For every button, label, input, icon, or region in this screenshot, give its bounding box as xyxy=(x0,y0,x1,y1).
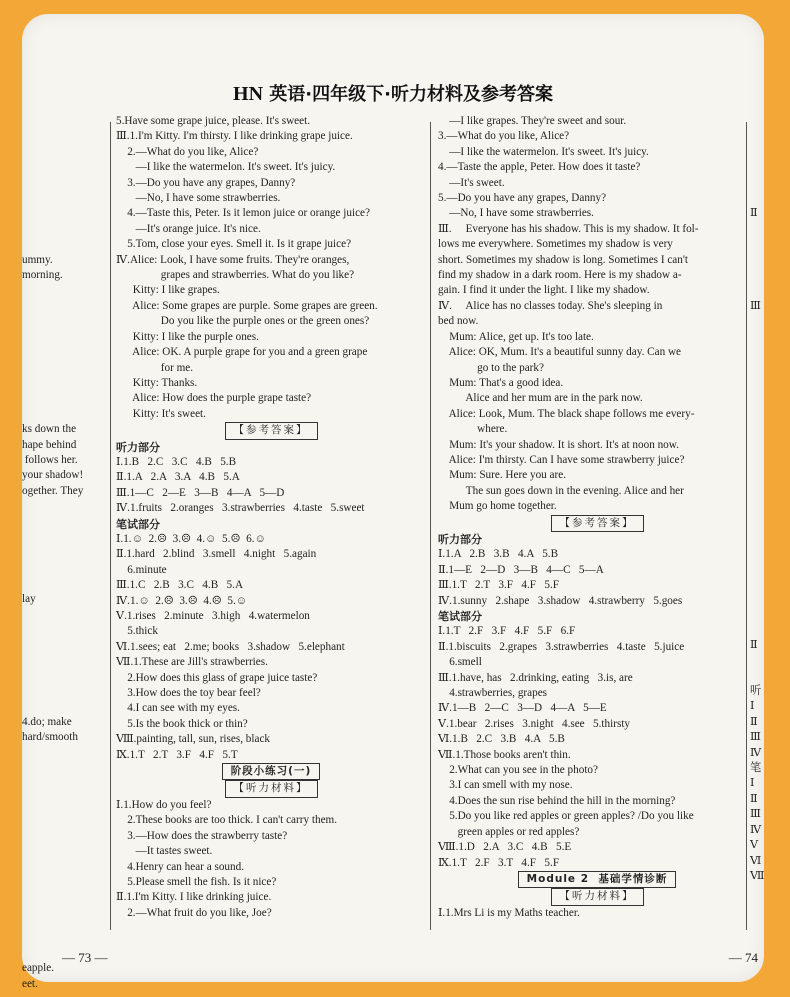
text-line: 3.—What do you like, Alice? xyxy=(438,130,570,143)
text-line xyxy=(750,314,770,329)
text-line: Kitty: Thanks. xyxy=(116,376,198,389)
text-line: Ⅱ.1.hard 2.blind 3.smell 4.night 5.again xyxy=(116,548,317,561)
text-line: bed now. xyxy=(438,315,479,328)
text-line: Mum: Alice, get up. It's too late. xyxy=(438,330,594,343)
text-line: lows me everywhere. Sometimes my shadow is very xyxy=(438,238,673,251)
text-line: Ⅲ. Everyone has his shadow. This is my shadow. It fol- xyxy=(438,222,699,235)
text-line: 5.Have some grape juice, please. It's sweet. xyxy=(116,115,310,127)
text-line xyxy=(22,345,102,360)
text-line xyxy=(22,622,102,637)
text-line: go to the park? xyxy=(438,361,544,374)
text-line xyxy=(22,160,102,175)
text-line: Kitty: I like the purple ones. xyxy=(116,330,259,343)
text-line: follows her. xyxy=(22,453,78,466)
text-line: 3.I can smell with my nose. xyxy=(438,779,573,792)
text-line xyxy=(750,176,770,191)
text-line: Ⅳ.1—B 2—C 3—D 4—A 5—E xyxy=(438,702,607,715)
page-header xyxy=(22,80,764,106)
text-line: 4.—Taste this, Peter. Is it lemon juice or orange juice? xyxy=(116,207,370,220)
text-line: your shadow! xyxy=(22,469,84,482)
text-line: Ⅶ.1.Those books aren't thin. xyxy=(438,748,571,761)
text-line: Ⅱ.1—E 2—D 3—B 4—C 5—A xyxy=(438,563,604,576)
text-line xyxy=(22,330,102,345)
section-box-label: 【听力材料】 xyxy=(551,888,644,905)
text-line: 5.—Do you have any grapes, Danny? xyxy=(438,192,607,205)
text-line: 3.How does the toy bear feel? xyxy=(116,687,261,700)
text-line xyxy=(22,299,102,314)
text-line: Ⅳ.Alice: Look, I have some fruits. They're oranges, xyxy=(116,253,350,266)
text-line xyxy=(750,468,770,483)
column-divider xyxy=(430,122,431,930)
text-line: —No, I have some strawberries. xyxy=(438,207,594,220)
text-line: Ⅱ xyxy=(750,207,758,220)
text-line: Mum go home together. xyxy=(438,500,557,513)
text-line: Ⅳ.1.☺ 2.☹ 3.☹ 4.☹ 5.☺ xyxy=(116,594,248,607)
text-line: 5.Do you like red apples or green apples? /Do you like xyxy=(438,810,694,823)
text-line xyxy=(22,222,102,237)
text-line xyxy=(750,407,770,422)
text-line xyxy=(750,283,770,298)
middle-column xyxy=(116,114,426,921)
text-line xyxy=(750,453,770,468)
text-line: Ⅲ xyxy=(750,731,761,744)
text-line: —I like the watermelon. It's sweet. It's juicy. xyxy=(116,161,336,174)
text-line xyxy=(22,684,102,699)
text-line xyxy=(22,545,102,560)
text-line: Ⅶ xyxy=(750,869,765,882)
text-line xyxy=(22,638,102,653)
text-line: Ⅱ.1.I'm Kitty. I like drinking juice. xyxy=(116,891,272,904)
section-box xyxy=(438,888,756,905)
text-line xyxy=(22,823,102,838)
text-line: green apples or red apples? xyxy=(438,825,580,838)
text-line: —No, I have some strawberries. xyxy=(116,192,281,205)
text-line xyxy=(22,854,102,869)
text-line: Ⅳ.1.fruits 2.oranges 3.strawberries 4.taste 5.sweet xyxy=(116,502,365,515)
text-line xyxy=(22,499,102,514)
text-line xyxy=(22,561,102,576)
text-line: Mum: That's a good idea. xyxy=(438,376,564,389)
text-line: 3.—Do you have any grapes, Danny? xyxy=(116,176,296,189)
text-line: Ⅰ.1.T 2.F 3.F 4.F 5.F 6.F xyxy=(438,625,576,638)
text-line xyxy=(22,669,102,684)
text-line: Ⅷ.1.D 2.A 3.C 4.B 5.E xyxy=(438,841,572,854)
text-line xyxy=(22,407,102,422)
text-line: Ⅸ.1.T 2.T 3.F 4.F 5.T xyxy=(116,748,238,761)
section-heading: 笔试部分 xyxy=(438,610,482,623)
text-line: —It tastes sweet. xyxy=(116,845,213,858)
text-line xyxy=(750,592,770,607)
text-line xyxy=(22,792,102,807)
text-line: 5.thick xyxy=(116,625,158,638)
text-line: Alice: How does the purple grape taste? xyxy=(116,392,312,405)
text-line: Ⅴ.1.rises 2.minute 3.high 4.watermelon xyxy=(116,610,310,622)
text-line xyxy=(22,761,102,776)
text-line: Ⅵ.1.B 2.C 3.B 4.A 5.B xyxy=(438,733,565,746)
text-line xyxy=(22,746,102,761)
text-line: —I like grapes. They're sweet and sour. xyxy=(438,115,627,127)
header-title: 英语·四年级下·听力材料及参考答案 xyxy=(269,84,553,105)
text-line: Ⅳ.1.sunny 2.shape 3.shadow 4.strawberry 5.goes xyxy=(438,594,683,607)
text-line xyxy=(750,438,770,453)
text-line xyxy=(750,484,770,499)
text-line: 4.I can see with my eyes. xyxy=(116,702,240,715)
text-line xyxy=(750,145,770,160)
text-line: 4.Henry can hear a sound. xyxy=(116,860,244,873)
text-line: ks down the xyxy=(22,423,77,436)
text-line xyxy=(750,237,770,252)
text-line: 4.strawberries, grapes xyxy=(438,687,548,700)
section-box xyxy=(116,780,426,797)
text-line: Mum: Sure. Here you are. xyxy=(438,469,567,482)
text-line: —It's sweet. xyxy=(438,176,505,189)
page-number-right: — 74 xyxy=(728,950,758,965)
text-line: morning. xyxy=(22,269,63,282)
text-line xyxy=(22,869,102,884)
text-line xyxy=(750,376,770,391)
text-line xyxy=(750,499,770,514)
text-line xyxy=(22,807,102,822)
text-line: 5.Tom, close your eyes. Smell it. Is it grape juice? xyxy=(116,238,352,251)
text-line xyxy=(22,838,102,853)
text-line: Ⅲ xyxy=(750,808,761,821)
text-line: The sun goes down in the evening. Alice and her xyxy=(438,484,684,497)
text-line xyxy=(22,653,102,668)
text-line xyxy=(750,191,770,206)
text-line: Ⅰ.1.How do you feel? xyxy=(116,798,212,811)
section-heading: 听力部分 xyxy=(438,532,482,546)
text-line: eapple. xyxy=(22,962,54,975)
text-line: Ⅰ xyxy=(750,777,755,790)
text-line xyxy=(22,607,102,622)
text-line xyxy=(22,283,102,298)
text-line: 6.smell xyxy=(438,656,482,669)
text-line: —I like the watermelon. It's sweet. It's juicy. xyxy=(438,145,649,158)
text-line: 4.—Taste the apple, Peter. How does it taste? xyxy=(438,161,641,174)
text-line: 2.What can you see in the photo? xyxy=(438,764,598,777)
text-line: Ⅵ.1.sees; eat 2.me; books 3.shadow 5.elephant xyxy=(116,640,345,653)
text-line xyxy=(22,884,102,899)
text-line: Ⅰ xyxy=(750,700,755,713)
left-page-fragment xyxy=(22,114,102,992)
section-box xyxy=(116,763,426,780)
right-page-fragment xyxy=(750,114,770,884)
text-line: short. Sometimes my shadow is long. Sometimes I can't xyxy=(438,253,688,266)
text-line: 3.—How does the strawberry taste? xyxy=(116,829,288,842)
text-line: grapes and strawberries. What do you like? xyxy=(116,269,355,282)
section-heading: 听力部分 xyxy=(116,440,160,454)
text-line xyxy=(22,129,102,144)
text-line: Ⅱ xyxy=(750,792,758,805)
text-line: —It's orange juice. It's nice. xyxy=(116,222,261,235)
book-spread xyxy=(22,14,765,990)
text-line: hard/smooth xyxy=(22,731,78,744)
text-line: ogether. They xyxy=(22,484,84,497)
text-line: 2.—What fruit do you like, Joe? xyxy=(116,906,272,919)
text-line: Ⅴ xyxy=(750,839,759,852)
text-line: Ⅵ xyxy=(750,854,762,867)
text-line xyxy=(22,515,102,530)
text-line xyxy=(22,900,102,915)
text-line xyxy=(22,376,102,391)
text-line: 4.Does the sun rise behind the hill in the morning? xyxy=(438,794,676,807)
text-line: Ⅲ.1.I'm Kitty. I'm thirsty. I like drinking grape juice. xyxy=(116,130,353,143)
section-box-label: 【听力材料】 xyxy=(225,780,318,797)
text-line xyxy=(22,576,102,591)
section-box-label: 【参考答案】 xyxy=(225,422,318,439)
section-box xyxy=(438,515,756,532)
text-line: 5.Please smell the fish. Is it nice? xyxy=(116,875,277,888)
text-line: Ⅲ xyxy=(750,299,761,312)
text-line xyxy=(750,530,770,545)
page-number-left: — 73 — xyxy=(62,950,108,965)
header-hn: HN xyxy=(233,83,264,105)
text-line xyxy=(750,515,770,530)
text-line xyxy=(22,176,102,191)
text-line: 4.do; make xyxy=(22,715,72,728)
text-line: Ⅳ xyxy=(750,746,762,759)
text-line: Ⅷ.painting, tall, sun, rises, black xyxy=(116,733,271,746)
text-line: Ⅱ.1.biscuits 2.grapes 3.strawberries 4.taste 5.juice xyxy=(438,640,685,653)
section-box-label: 【参考答案】 xyxy=(551,515,644,532)
text-line: Ⅳ. Alice has no classes today. She's sleeping in xyxy=(438,299,663,312)
text-line: Ⅳ xyxy=(750,823,762,836)
text-line: 6.minute xyxy=(116,563,167,576)
text-line xyxy=(750,669,770,684)
text-line xyxy=(750,253,770,268)
text-line xyxy=(750,653,770,668)
text-line: Ⅲ.1.C 2.B 3.C 4.B 5.A xyxy=(116,579,244,592)
section-box xyxy=(116,422,426,439)
text-line xyxy=(750,160,770,175)
text-line: Ⅱ xyxy=(750,638,758,651)
text-line xyxy=(750,622,770,637)
text-line xyxy=(750,361,770,376)
text-line: lay xyxy=(22,592,36,605)
text-line xyxy=(22,206,102,221)
text-line: Ⅰ.1.B 2.C 3.C 4.B 5.B xyxy=(116,455,237,468)
text-line xyxy=(22,314,102,329)
text-line: Ⅰ.1.A 2.B 3.B 4.A 5.B xyxy=(438,548,559,561)
text-line xyxy=(22,391,102,406)
text-line: Do you like the purple ones or the green ones? xyxy=(116,315,370,328)
text-line: Ⅱ xyxy=(750,715,758,728)
text-line xyxy=(750,607,770,622)
text-line: Kitty: It's sweet. xyxy=(116,407,206,420)
text-line: Alice: I'm thirsty. Can I have some strawberry juice? xyxy=(438,453,685,466)
text-line: Ⅸ.1.T 2.F 3.T 4.F 5.F xyxy=(438,856,560,869)
text-line xyxy=(22,931,102,946)
text-line: 2.How does this glass of grape juice taste? xyxy=(116,671,318,684)
text-line xyxy=(750,345,770,360)
text-line: Alice: Look, Mum. The black shape follows me every- xyxy=(438,407,695,420)
text-line xyxy=(750,422,770,437)
text-line: Ⅴ.1.bear 2.rises 3.night 4.see 5.thirsty xyxy=(438,717,631,730)
text-line: ummy. xyxy=(22,253,53,266)
text-line xyxy=(750,268,770,283)
text-line xyxy=(22,776,102,791)
text-line: 听 xyxy=(750,685,762,698)
text-line xyxy=(750,222,770,237)
text-line xyxy=(22,191,102,206)
text-line xyxy=(22,530,102,545)
text-line: Mum: It's your shadow. It is short. It's at noon now. xyxy=(438,438,679,451)
text-line: Ⅲ.1.T 2.T 3.F 4.F 5.F xyxy=(438,579,560,592)
text-line: Ⅰ.1.☺ 2.☹ 3.☹ 4.☺ 5.☹ 6.☺ xyxy=(116,532,266,545)
text-line: where. xyxy=(438,423,508,436)
text-line xyxy=(22,915,102,930)
section-box-label: 阶段小练习(一) xyxy=(222,763,321,780)
text-line: Alice: Some grapes are purple. Some grapes are green. xyxy=(116,299,378,312)
text-line xyxy=(22,237,102,252)
text-line xyxy=(750,545,770,560)
text-line xyxy=(750,114,770,129)
text-line xyxy=(22,114,102,129)
text-line: 2.These books are too thick. I can't carry them. xyxy=(116,814,338,827)
text-line xyxy=(750,561,770,576)
text-line xyxy=(22,145,102,160)
section-box xyxy=(438,871,756,888)
text-line: 笔 xyxy=(750,762,762,775)
text-line: find my shadow in a dark room. Here is my shadow a- xyxy=(438,269,682,282)
text-line xyxy=(22,361,102,376)
text-line: Ⅲ.1—C 2—E 3—B 4—A 5—D xyxy=(116,486,285,499)
right-column xyxy=(438,114,756,921)
text-line xyxy=(750,330,770,345)
text-line xyxy=(750,576,770,591)
text-line: 2.—What do you like, Alice? xyxy=(116,145,259,158)
text-line: eet. xyxy=(22,977,38,990)
text-line: Ⅱ.1.A 2.A 3.A 4.B 5.A xyxy=(116,471,240,484)
text-line: Ⅰ.1.Mrs Li is my Maths teacher. xyxy=(438,906,580,919)
text-line: hape behind xyxy=(22,438,77,451)
text-line: Alice: OK. A purple grape for you and a green grape xyxy=(116,346,368,359)
text-line: Alice and her mum are in the park now. xyxy=(438,392,643,405)
text-line xyxy=(750,391,770,406)
section-box-label: Module 2 基础学情诊断 xyxy=(518,871,677,888)
text-line: 5.Is the book thick or thin? xyxy=(116,717,248,730)
text-line: Alice: OK, Mum. It's a beautiful sunny day. Can we xyxy=(438,346,682,359)
text-line: gain. I find it under the light. I like my shadow. xyxy=(438,284,650,297)
text-line xyxy=(22,699,102,714)
text-line: Ⅲ.1.have, has 2.drinking, eating 3.is, are xyxy=(438,671,633,684)
section-heading: 笔试部分 xyxy=(116,517,160,531)
text-line: Kitty: I like grapes. xyxy=(116,284,220,297)
text-line: Ⅶ.1.These are Jill's strawberries. xyxy=(116,656,268,669)
text-line: for me. xyxy=(116,361,194,374)
column-divider xyxy=(110,122,111,930)
text-line xyxy=(750,129,770,144)
